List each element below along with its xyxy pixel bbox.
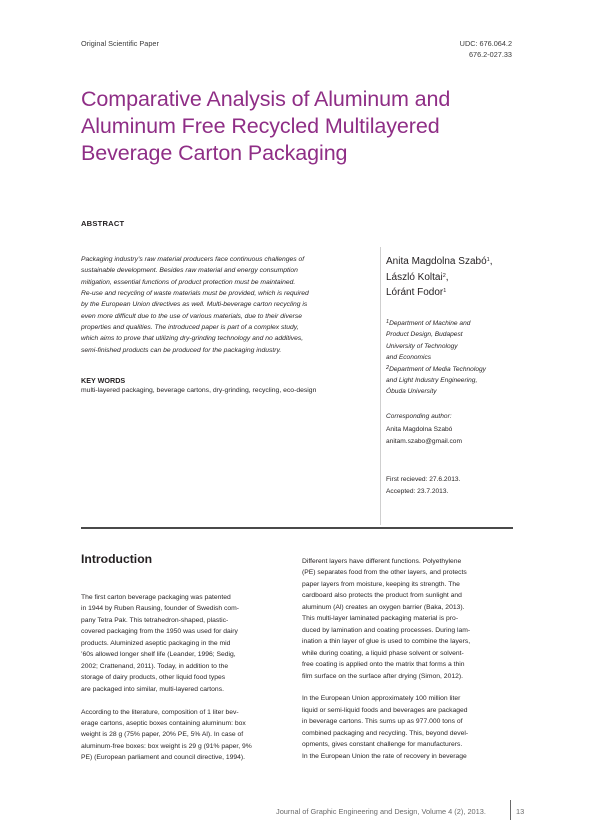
udc-line-2: 676.2-027.33 <box>468 50 512 59</box>
text-line: paper layers from moisture, keeping its strength. The <box>302 580 460 588</box>
affiliation-line: and Light Industry Engineering, <box>386 377 478 385</box>
text-line: (PE) separates food from the other layers, and protects <box>302 569 467 577</box>
keywords-heading: KEY WORDS <box>81 376 126 385</box>
text-line: liquid or semi-liquid foods and beverages are packaged <box>302 706 468 714</box>
udc-code <box>460 39 512 59</box>
column-divider <box>380 247 381 525</box>
affiliation-mark: 1 <box>386 319 390 325</box>
text-line: while during coating, a liquid phase solvent or solvent- <box>302 649 464 657</box>
page-number: 13 <box>516 807 525 816</box>
journal-citation: Journal of Graphic Engineering and Design, Volume 4 (2), 2013. <box>276 807 486 816</box>
paragraph <box>81 592 285 695</box>
title-line-2: Aluminum Free Recycled Multilayered <box>81 114 440 138</box>
text-line: aluminum-free boxes: box weight is 29 g (91% paper, 9% <box>81 742 252 750</box>
paper-category: Original Scientific Paper <box>81 39 159 48</box>
abstract-heading: ABSTRACT <box>81 219 125 228</box>
abstract-line: which aims to prove that utilizing dry-grinding technology and no additives, <box>81 335 304 343</box>
corresponding-author-name: Anita Magdolna Szabó <box>386 426 453 433</box>
text-line: ination a thin layer of glue is used to combine the layers, <box>302 638 471 646</box>
corresponding-author <box>386 424 462 448</box>
paper-title <box>81 86 531 167</box>
affiliation-line: Product Design, Budapest <box>386 331 463 339</box>
title-line-3: Beverage Carton Packaging <box>81 141 348 165</box>
text-line: are packaged into similar, multi-layered cartons. <box>81 685 224 693</box>
date-accepted: Accepted: 23.7.2013. <box>386 488 449 495</box>
text-line: The first carton beverage packaging was patented <box>81 594 231 601</box>
footer-divider <box>510 800 511 820</box>
affiliation-line: and Economics <box>386 354 432 362</box>
abstract-line: even more difficult due to the use of various materials, due to their diverse <box>81 312 302 320</box>
abstract-line: mitigation, essential functions of product protection must be maintained. <box>81 278 296 286</box>
text-line: ’60s allowed longer shelf life (Leander, 1996; Sedig, <box>81 651 236 659</box>
affiliation-mark: 2 <box>386 364 390 371</box>
text-line: storage of dairy products, other liquid food types <box>81 674 226 682</box>
author <box>386 254 492 270</box>
text-line: free coating is applied onto the matrix that forms a thin <box>302 661 465 669</box>
date-received: First recieved: 27.6.2013. <box>386 476 461 483</box>
paragraph <box>302 693 514 762</box>
affiliation-line: Óbuda University <box>386 388 437 396</box>
udc-line-1: UDC: 676.064.2 <box>459 39 512 48</box>
author-separator: , <box>445 271 449 283</box>
text-line: weight is 28 g (75% paper, 20% PE, 5% Al). In case of <box>81 731 244 739</box>
text-line: pany Tetra Pak. This tetrahedron-shaped, plastic- <box>81 616 229 624</box>
corresponding-author-heading: Corresponding author: <box>386 413 452 420</box>
abstract-line: properties and qualities. The introduced paper is part of a complex study, <box>81 324 299 332</box>
author-affil-mark: 1 <box>443 288 447 295</box>
affiliation-line: University of Technology <box>386 342 458 350</box>
abstract-line: semi-finished products can be produced for the packaging industry. <box>81 346 282 354</box>
text-line: combined packaging and recycling. This, beyond devel- <box>302 729 469 737</box>
text-line: erage cartons, aseptic boxes containing aluminum: box <box>81 719 246 727</box>
author <box>386 285 492 301</box>
text-line: opments, gives constant challenge for manufacturers. <box>302 741 463 749</box>
text-line: covered packaging from the 1950 was used for dairy <box>81 628 238 636</box>
text-line: cardboard also protects the product from sunlight and <box>302 592 462 600</box>
abstract-line: Re-use and recycling of waste materials must be provided, which is required <box>81 290 309 298</box>
author-name: Anita Magdolna Szabó <box>386 256 487 267</box>
corresponding-author-email[interactable]: anitam.szabo@gmail.com <box>386 438 462 445</box>
text-line: This multi-layer laminated packaging material is pro- <box>302 615 459 623</box>
affiliation-line: $^1$Department of Machine and <box>386 319 471 327</box>
abstract-line: sustainable development. Besides raw material and energy consumption <box>81 267 298 275</box>
affiliations <box>386 318 526 398</box>
text-line: aluminum (Al) creates an oxygen barrier (Baka, 2013). <box>302 603 465 611</box>
abstract-text <box>81 254 371 356</box>
text-line: film surface on the surface after drying (Simon, 2012). <box>302 672 463 680</box>
submission-dates <box>386 474 460 498</box>
author-list <box>386 254 492 301</box>
author-separator: , <box>489 256 493 267</box>
text-line: In the European Union approximately 100 million liter <box>302 695 461 703</box>
introduction-heading: Introduction <box>81 552 153 566</box>
section-divider <box>81 527 513 529</box>
text-line: in 1944 by Ruben Rausing, founder of Swedish com- <box>81 605 239 613</box>
text-line: In the European Union the rate of recovery in beverage <box>302 752 467 760</box>
author-name: Lóránt Fodor <box>386 287 444 299</box>
text-line: 2002; Crattenand, 2011). Today, in addition to the <box>81 662 229 670</box>
abstract-line: by the European Union directives as well. Multi-beverage carton recycling is <box>81 301 308 309</box>
affiliation-line: $^2$Department of Media Technology <box>386 364 486 373</box>
text-line: in beverage cartons. This sums up as 977.000 tons of <box>302 718 463 726</box>
abstract-line: Packaging industry’s raw material producers face continuous challenges of <box>81 256 305 263</box>
text-line: Different layers have different functions. Polyethylene <box>302 558 462 565</box>
paragraph <box>81 707 285 764</box>
left-column <box>81 592 285 775</box>
author-name: László Koltai <box>386 271 443 283</box>
author <box>386 270 492 286</box>
author-affil-mark: 2 <box>442 272 446 279</box>
text-line: products. Aluminized aseptic packaging in the mid <box>81 639 231 647</box>
author-affil-mark: 1 <box>486 257 490 263</box>
right-column <box>302 556 514 774</box>
text-line: PE) (European parliament and council directive, 1994). <box>81 754 245 762</box>
keywords-text: multi-layered packaging, beverage cartons, dry-grinding, recycling, eco-design <box>81 387 317 394</box>
title-line-1: Comparative Analysis of Aluminum and <box>81 87 451 111</box>
paragraph <box>302 556 514 682</box>
text-line: According to the literature, composition of 1 liter bev- <box>81 708 239 716</box>
text-line: duced by lamination and coating processes. During lam- <box>302 626 471 634</box>
